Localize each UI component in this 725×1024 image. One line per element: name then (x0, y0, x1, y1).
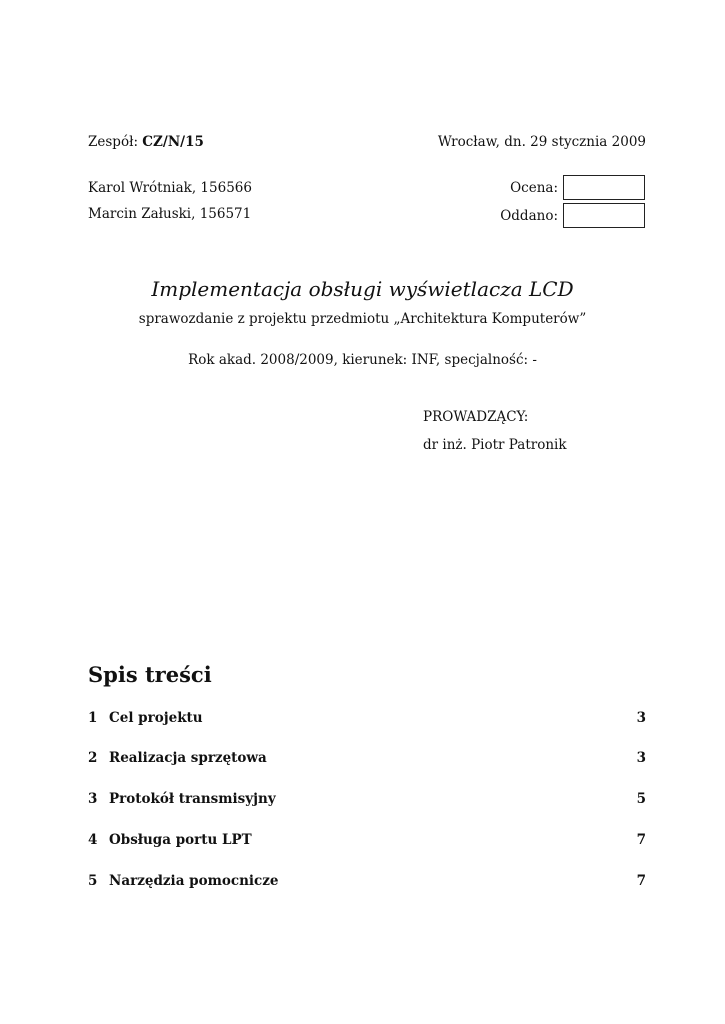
toc-item[interactable] (88, 750, 646, 770)
grade-label: Ocena: (510, 180, 558, 196)
grade-box (563, 175, 645, 200)
team-code: CZ/N/15 (142, 134, 204, 150)
document-subtitle: sprawozdanie z projektu przedmiotu „Architektura Komputerów” (138, 311, 587, 327)
toc-item-title: Narzędzia pomocnicze (109, 873, 279, 889)
toc-item[interactable] (88, 710, 646, 730)
supervisor-label: PROWADZĄCY: (423, 409, 529, 425)
toc-heading: Spis treści (88, 662, 212, 687)
toc-item-page: 7 (636, 832, 646, 848)
toc-item-title: Cel projektu (109, 710, 203, 726)
toc-item-number: 5 (88, 873, 98, 889)
toc-item-number: 2 (88, 750, 98, 766)
author-2: Marcin Załuski, 156571 (88, 206, 252, 222)
toc-item-page: 5 (636, 791, 646, 807)
toc-item-page: 3 (636, 750, 646, 766)
place-date: Wrocław, dn. 29 stycznia 2009 (437, 134, 646, 150)
toc-item-title: Realizacja sprzętowa (109, 750, 267, 766)
toc-item-page: 3 (636, 710, 646, 726)
toc-item[interactable] (88, 791, 646, 811)
toc-item[interactable] (88, 873, 646, 893)
toc-item-number: 4 (88, 832, 98, 848)
supervisor-name: dr inż. Piotr Patronik (423, 437, 567, 453)
team-line (88, 134, 204, 150)
document-title: Implementacja obsługi wyświetlacza LCD (151, 277, 574, 301)
team-label: Zespół: (88, 134, 138, 150)
toc-item-number: 3 (88, 791, 98, 807)
submitted-box (563, 203, 645, 228)
toc-item[interactable] (88, 832, 646, 852)
toc-item-title: Protokół transmisyjny (109, 791, 276, 807)
toc-item-number: 1 (88, 710, 98, 726)
author-1: Karol Wrótniak, 156566 (88, 180, 252, 196)
academic-year-line: Rok akad. 2008/2009, kierunek: INF, specjalność: - (188, 352, 537, 368)
toc-item-page: 7 (636, 873, 646, 889)
toc-item-title: Obsługa portu LPT (109, 832, 252, 848)
submitted-label: Oddano: (500, 208, 558, 224)
